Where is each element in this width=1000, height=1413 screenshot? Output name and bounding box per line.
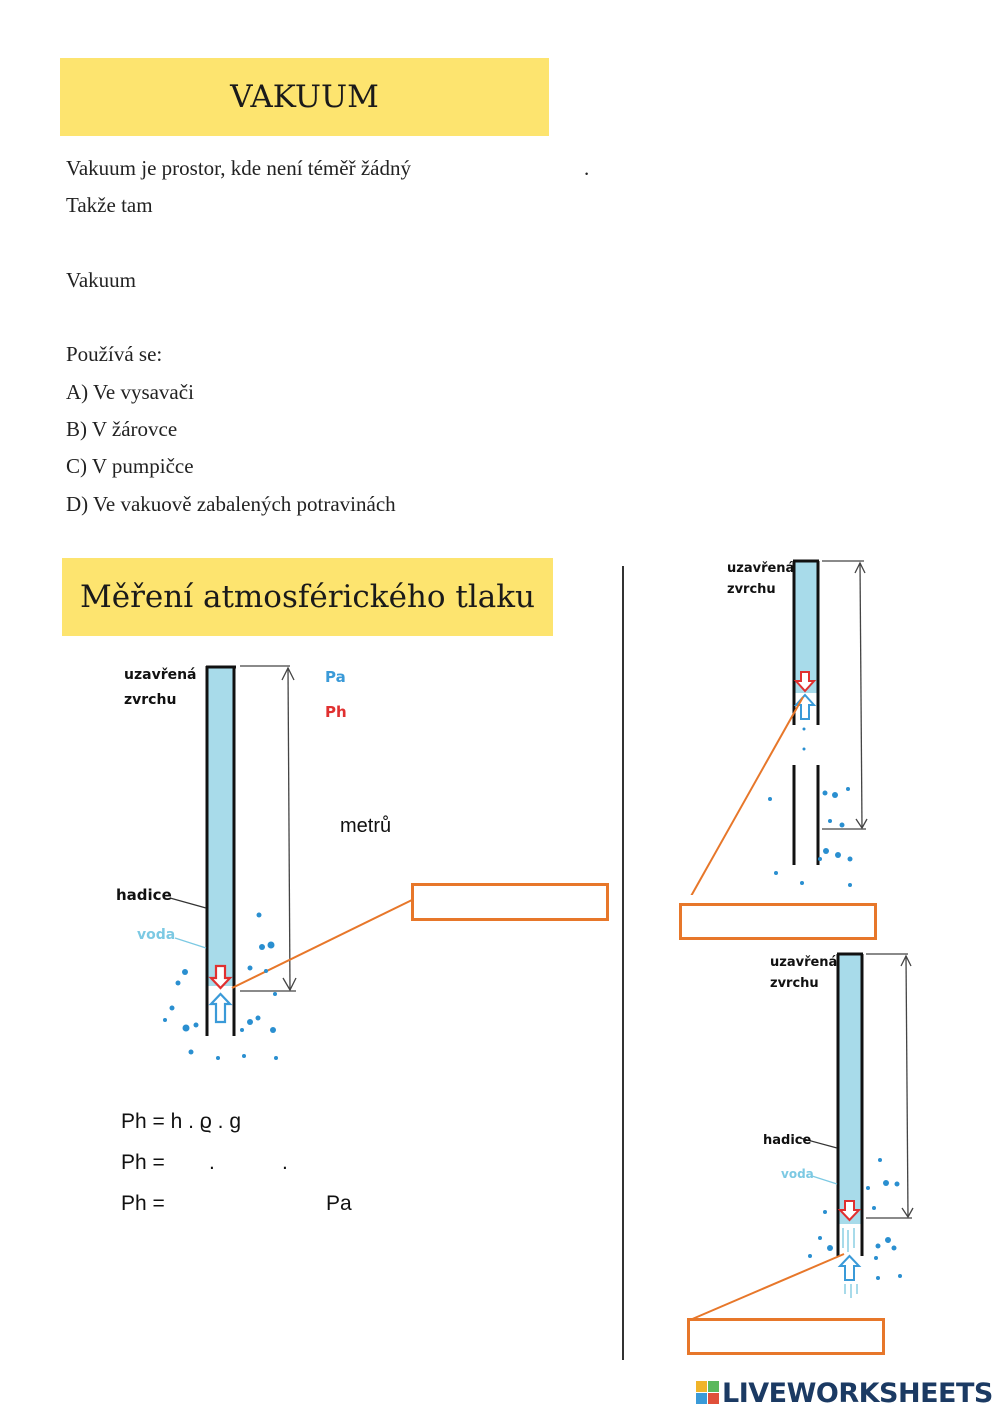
liveworksheets-logo (696, 1378, 993, 1408)
main-pressure-up-arrow (211, 994, 230, 1022)
bottom-right-up-arrow (840, 1256, 859, 1280)
use-item-c: C) V pumpičce (66, 454, 194, 478)
formula-line-1: Ph = h . ϱ . g (121, 1110, 242, 1133)
text-line-2: Takže tam (66, 193, 153, 217)
use-item-b: B) V žárovce (66, 417, 178, 441)
main-hose-label: hadice (116, 886, 172, 904)
liveworksheets-logo-icon (696, 1381, 720, 1405)
ph-label: Ph (325, 703, 347, 721)
use-item-a: A) Ve vysavači (66, 380, 194, 404)
answer-box-top-right[interactable] (679, 903, 877, 940)
liveworksheets-logo-text: LIVEWORKSHEETS (722, 1377, 993, 1409)
text-line-1: Vakuum je prostor, kde není téměř žádný (66, 156, 411, 180)
formula-unit-pa: Pa (326, 1192, 352, 1215)
main-top-label-1: uzavřená (124, 667, 197, 683)
use-item-d: D) Ve vakuově zabalených potravinách (66, 492, 396, 516)
vertical-divider (622, 566, 624, 1360)
uses-heading: Používá se: (66, 342, 163, 366)
text-line-1-period: . (584, 156, 590, 180)
main-height-line (288, 668, 290, 990)
bottom-right-water-label: voda (781, 1167, 814, 1181)
vakuum-title: VAKUUM (230, 79, 379, 115)
vakuum-title-banner (60, 58, 549, 136)
answer-box-main[interactable] (411, 883, 609, 921)
top-right-tube-diagram (670, 555, 890, 895)
text-line-3: Vakuum (66, 268, 136, 292)
main-water-label: voda (137, 927, 176, 943)
bottom-right-top-label-2: zvrchu (770, 976, 819, 991)
pa-label: Pa (325, 668, 346, 686)
measurement-title: Měření atmosférického tlaku (79, 579, 536, 615)
main-water-column (207, 666, 234, 986)
formula-line-2: Ph = (121, 1151, 165, 1174)
top-right-up-arrow (796, 695, 814, 719)
main-top-label-2: zvrchu (124, 692, 177, 708)
height-unit-label: metrů (340, 815, 392, 837)
main-tube-diagram (0, 650, 620, 1070)
formula-line-2-dot-2: . (282, 1151, 288, 1174)
answer-box-bottom-right[interactable] (687, 1318, 885, 1355)
bottom-right-pointer-line (690, 1254, 844, 1320)
bottom-right-water-column (838, 954, 862, 1224)
bottom-right-top-label-1: uzavřená (770, 955, 838, 970)
measurement-title-banner (62, 558, 553, 636)
bottom-right-hose-label: hadice (763, 1133, 812, 1148)
formula-line-2-dot-1: . (209, 1151, 215, 1174)
bottom-right-tube-diagram (680, 948, 920, 1358)
formula-line-3: Ph = (121, 1192, 165, 1215)
top-right-top-label-2: zvrchu (727, 582, 776, 597)
top-right-pointer-line (686, 697, 803, 895)
top-right-top-label-1: uzavřená (727, 561, 795, 576)
